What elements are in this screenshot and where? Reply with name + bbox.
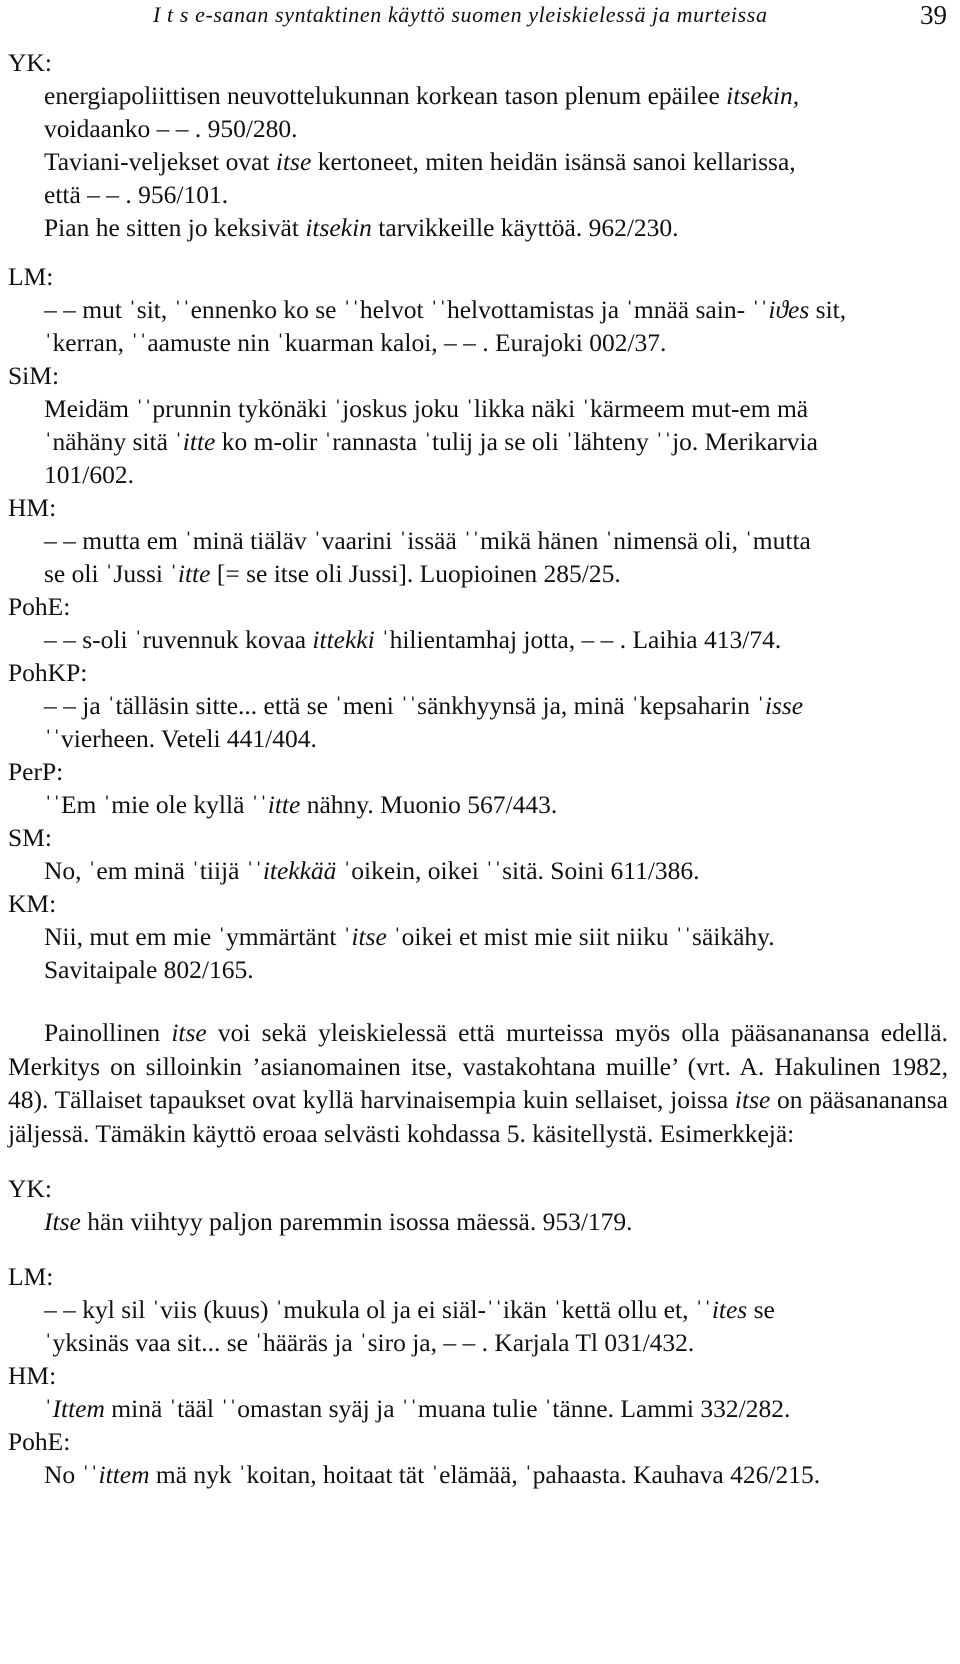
italic-term: ittekki [312,625,375,654]
spacer [0,1150,960,1172]
example-line: Itse hän viihtyy paljon paremmin isossa mäessä. 953/179. [44,1207,633,1236]
example-line: Meidäm ˈˈprunnin tykönäki ˈjoskus joku ˈlikka näki ˈkärmeem mut-em mä [44,394,809,423]
italic-term: itse [275,147,312,176]
example-line: – – ja ˈtälläsin sitte... että se ˈmeni ˈˈsänkhyynsä ja, minä ˈkepsaharin ˈisse [44,691,804,720]
speaker-label: LM: [8,262,54,291]
italic-term: isse [764,691,804,720]
example-line: – – s-oli ˈruvennuk kovaa ittekki ˈhilientamhaj jotta, – – . Laihia 413/74. [44,625,782,654]
page-body [0,46,960,1491]
spacer [0,986,960,1016]
italic-term: itse [171,1018,207,1047]
example-line: energiapoliittisen neuvottelukunnan korkean tason plenum epäilee itsekin, [44,81,800,110]
speaker-label: PohE: [8,1427,71,1456]
speaker-label: KM: [8,889,57,918]
page-header [0,0,960,40]
spacer [0,244,960,260]
example-line: – – kyl sil ˈviis (kuus) ˈmukula ol ja ei siäl-ˈˈikän ˈkettä ollu et, ˈˈites se [44,1295,775,1324]
speaker-label: YK: [8,48,52,77]
speaker-label: PohKP: [8,658,88,687]
example-line: – – mut ˈsit, ˈˈennenko ko se ˈˈhelvot ˈˈhelvottamistas ja ˈmnää sain- ˈˈiϑes sit, [44,295,847,324]
running-title: I t s e-sanan syntaktinen käyttö suomen yleiskielessä ja murteissa [153,2,768,27]
speaker-label: HM: [8,1361,57,1390]
example-line: ˈˈEm ˈmie ole kyllä ˈˈitte nähny. Muonio 567/443. [44,790,558,819]
italic-term: ites [711,1295,748,1324]
spacer [0,1238,960,1260]
italic-term: itte [177,559,211,588]
speaker-label: PerP: [8,757,64,786]
speaker-label: LM: [8,1262,54,1291]
italic-term: ittem [98,1460,150,1489]
example-line: No ˈˈittem mä nyk ˈkoitan, hoitaat tät ˈelämää, ˈpahaasta. Kauhava 426/215. [44,1460,821,1489]
italic-term: itse [351,922,387,951]
example-line: että – – . 956/101. [44,180,229,209]
speaker-label: SiM: [8,361,60,390]
example-line: ˈˈvierheen. Veteli 441/404. [44,724,317,753]
example-line: ˈIttem minä ˈtääl ˈˈomastan syäj ja ˈˈmuana tulie ˈtänne. Lammi 332/282. [44,1394,791,1423]
italic-term: itekkää [262,856,337,885]
example-line: Nii, mut em mie ˈymmärtänt ˈitse ˈoikei et mist mie siit niiku ˈˈsäikähy. [44,922,775,951]
body-paragraph: Painollinen itse voi sekä yleiskielessä että murteissa myös olla pääsananansa edellä. Merkitys on silloinkin ’asianomainen itse, vastakohtana muille’ (vrt. A. Hakulinen 1982, 48). Tällaiset tapaukset ovat kyllä harvinaisempia kuin sellaiset, joissa itse on pääsananansa jäljessä. Tämäkin käyttö eroaa selvästi kohdassa 5. käsitellystä. Esimerkkejä: [8,1018,948,1148]
italic-term: iϑes [768,295,810,324]
italic-term: Ittem [52,1394,105,1423]
italic-term: itse [734,1085,771,1114]
italic-term: itsekin, [726,81,800,110]
example-line: No, ˈem minä ˈtiijä ˈˈitekkää ˈoikein, oikei ˈˈsitä. Soini 611/386. [44,856,700,885]
speaker-label: PohE: [8,592,71,621]
italic-term: Itse [44,1207,81,1236]
italic-term: itte [267,790,301,819]
example-line: Pian he sitten jo keksivät itsekin tarvikkeille käyttöä. 962/230. [44,213,679,242]
example-line: ˈnähäny sitä ˈitte ko m-olir ˈrannasta ˈtulij ja se oli ˈlähteny ˈˈjo. Merikarvia [44,427,818,456]
example-line: – – mutta em ˈminä tiäläv ˈvaarini ˈissää ˈˈmikä hänen ˈnimensä oli, ˈmutta [44,526,811,555]
italic-term: itte [182,427,216,456]
page-number: 39 [920,0,947,30]
example-line: se oli ˈJussi ˈitte [= se itse oli Jussi]. Luopioinen 285/25. [44,559,621,588]
example-line: voidaanko – – . 950/280. [44,114,298,143]
speaker-label: HM: [8,493,57,522]
speaker-label: SM: [8,823,52,852]
example-line: ˈkerran, ˈˈaamuste nin ˈkuarman kaloi, – – . Eurajoki 002/37. [44,328,667,357]
example-line: 101/602. [44,460,134,489]
example-line: Taviani-veljekset ovat itse kertoneet, miten heidän isänsä sanoi kellarissa, [44,147,796,176]
italic-term: itsekin [305,213,372,242]
example-line: Savitaipale 802/165. [44,955,254,984]
speaker-label: YK: [8,1174,52,1203]
example-line: ˈyksinäs vaa sit... se ˈhääräs ja ˈsiro ja, – – . Karjala Tl 031/432. [44,1328,695,1357]
